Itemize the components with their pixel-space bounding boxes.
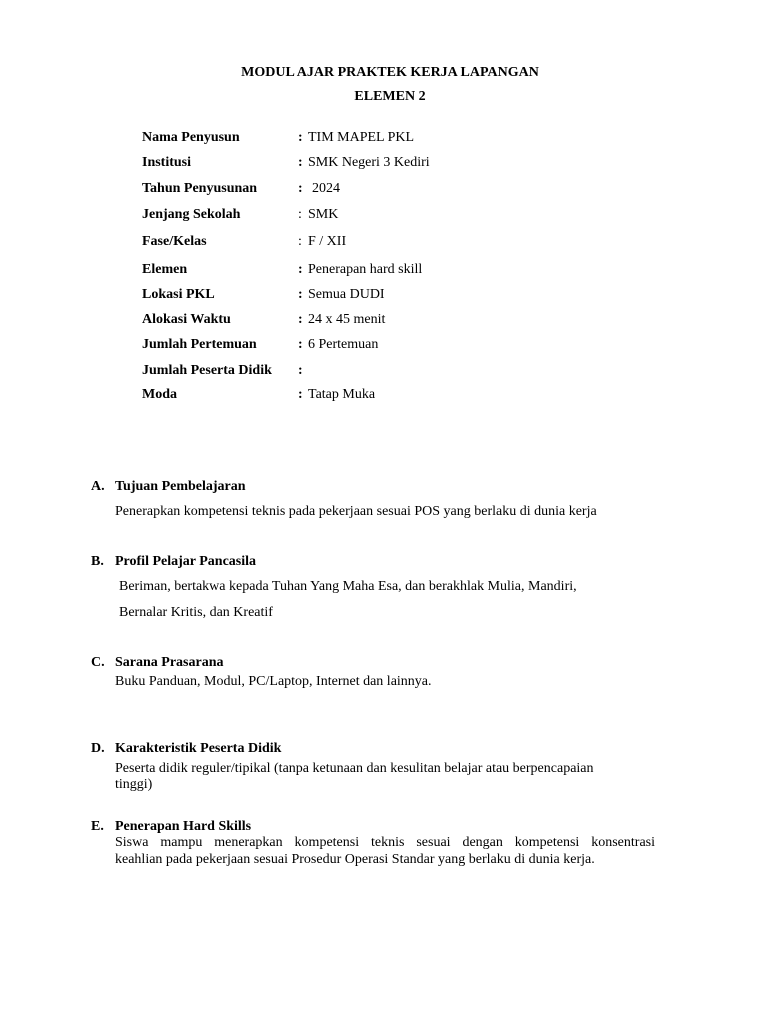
section-heading-sarana-prasarana [91,655,224,671]
info-colon: : [298,287,303,302]
section-body-line: tinggi) [115,777,153,792]
info-label: Jenjang Sekolah [142,207,241,222]
info-row-institusi [142,155,642,173]
info-colon: : [298,234,302,249]
info-colon: : [298,130,303,145]
section-heading-tujuan-pembelajaran [91,479,246,495]
document-subtitle: ELEMEN 2 [354,89,426,104]
section-heading-penerapan-hard-skills [91,819,251,835]
info-label: Elemen [142,262,188,277]
info-colon: : [298,155,303,170]
info-colon: : [298,337,303,352]
info-value: F / XII [308,234,347,249]
info-label: Lokasi PKL [142,287,215,302]
section-body-line: Peserta didik reguler/tipikal (tanpa ketunaan dan kesulitan belajar atau berpencapaian [115,761,594,776]
section-title: Penerapan Hard Skills [115,819,252,834]
info-label: Fase/Kelas [142,234,207,249]
info-label: Moda [142,387,177,402]
section-letter: A. [91,479,105,494]
section-title: Karakteristik Peserta Didik [115,741,282,756]
info-row-jenjang-sekolah [142,207,642,225]
info-colon: : [298,363,303,378]
info-label: Institusi [142,155,192,170]
info-row-tahun-penyusunan [142,181,642,199]
info-row-fase-kelas [142,234,642,252]
section-title: Profil Pelajar Pancasila [115,554,257,569]
info-label: Jumlah Peserta Didik [142,363,272,378]
info-colon: : [298,181,303,196]
info-label: Tahun Penyusunan [142,181,258,196]
info-row-elemen [142,262,642,280]
info-value: SMK Negeri 3 Kediri [308,155,430,170]
section-body-line: Penerapkan kompetensi teknis pada pekerjaan sesuai POS yang berlaku di dunia kerja [115,504,597,519]
info-label: Jumlah Pertemuan [142,337,257,352]
section-letter: E. [91,819,104,834]
info-colon: : [298,207,302,222]
document-title: MODUL AJAR PRAKTEK KERJA LAPANGAN [241,65,539,80]
section-body-line: Bernalar Kritis, dan Kreatif [119,605,273,620]
section-title: Sarana Prasarana [115,655,224,670]
section-letter: D. [91,741,105,756]
info-colon: : [298,387,303,402]
info-value: SMK [308,207,339,222]
info-value: TIM MAPEL PKL [308,130,415,145]
info-colon: : [298,262,303,277]
info-value: Penerapan hard skill [308,262,423,277]
info-row-jumlah-peserta-didik [142,363,642,381]
section-body-line: Buku Panduan, Modul, PC/Laptop, Internet dan lainnya. [115,674,432,689]
info-row-jumlah-pertemuan [142,337,642,355]
info-label: Nama Penyusun [142,130,240,145]
info-value: 24 x 45 menit [308,312,386,327]
info-value: 2024 [312,181,340,196]
info-row-moda [142,387,642,405]
section-title: Tujuan Pembelajaran [115,479,246,494]
section-letter: C. [91,655,105,670]
section-heading-karakteristik-peserta-didik [91,741,281,757]
info-label: Alokasi Waktu [142,312,231,327]
info-value: 6 Pertemuan [308,337,379,352]
info-value: Tatap Muka [308,387,376,402]
info-row-alokasi-waktu [142,312,642,330]
section-letter: B. [91,554,104,569]
info-value: Semua DUDI [308,287,385,302]
info-row-lokasi-pkl [142,287,642,305]
section-body-line: Siswa mampu menerapkan kompetensi teknis sesuai dengan kompetensi konsentrasi [115,835,655,850]
section-body-line: keahlian pada pekerjaan sesuai Prosedur Operasi Standar yang berlaku di dunia kerja. [115,852,595,867]
section-body-line: Beriman, bertakwa kepada Tuhan Yang Maha Esa, dan berakhlak Mulia, Mandiri, [119,579,577,594]
info-colon: : [298,312,303,327]
section-heading-profil-pelajar-pancasila [91,554,256,570]
info-row-nama-penyusun [142,130,642,148]
